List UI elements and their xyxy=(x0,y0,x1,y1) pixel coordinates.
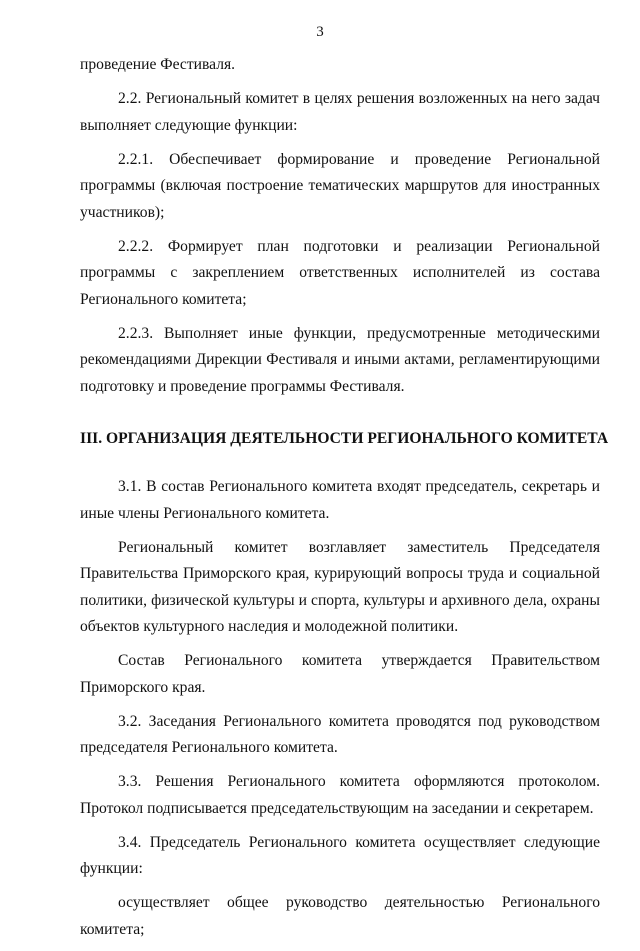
paragraphs-before-section xyxy=(80,52,600,400)
paragraph: 3.4. Председатель Регионального комитета осуществляет следующие функции: xyxy=(80,833,600,877)
paragraph: 2.2.1. Обеспечивает формирование и проведение Региональной программы (включая построение тематических маршрутов для иностранных участников); xyxy=(80,150,600,221)
paragraph: 3.1. В состав Регионального комитета входят председатель, секретарь и иные члены Регионального комитета. xyxy=(80,478,600,522)
page-number: 3 xyxy=(316,24,324,40)
paragraph: 3.2. Заседания Регионального комитета проводятся под руководством председателя Регионального комитета. xyxy=(80,712,600,756)
section-heading: III. ОРГАНИЗАЦИЯ ДЕЯТЕЛЬНОСТИ РЕГИОНАЛЬНОГО КОМИТЕТА xyxy=(80,430,609,447)
paragraph: осуществляет общее руководство деятельностью Регионального комитета; xyxy=(80,894,600,938)
paragraph: 2.2.2. Формирует план подготовки и реализации Региональной программы с закреплением ответственных исполнителей из состава Регионального комитета; xyxy=(80,237,600,308)
document-body xyxy=(80,52,609,951)
paragraph: проведение Фестиваля. xyxy=(80,56,236,73)
paragraph: 2.2. Региональный комитет в целях решения возложенных на него задач выполняет следующие функции: xyxy=(80,90,600,134)
paragraph: Региональный комитет возглавляет заместитель Председателя Правительства Приморского края, курирующий вопросы труда и социальной политики, физической культуры и спорта, культуры и архивного дела, охраны объектов культурного наследия и молодежной политики. xyxy=(80,538,600,635)
paragraphs-after-section xyxy=(80,474,600,943)
paragraph: 3.3. Решения Регионального комитета оформляются протоколом. Протокол подписывается председательствующим на заседании и секретарем. xyxy=(80,773,600,817)
paragraph: Состав Регионального комитета утверждается Правительством Приморского края. xyxy=(80,652,600,696)
paragraph: 2.2.3. Выполняет иные функции, предусмотренные методическими рекомендациями Дирекции Фестиваля и иными актами, регламентирующими подготовку и проведение программы Фестиваля. xyxy=(80,324,600,395)
